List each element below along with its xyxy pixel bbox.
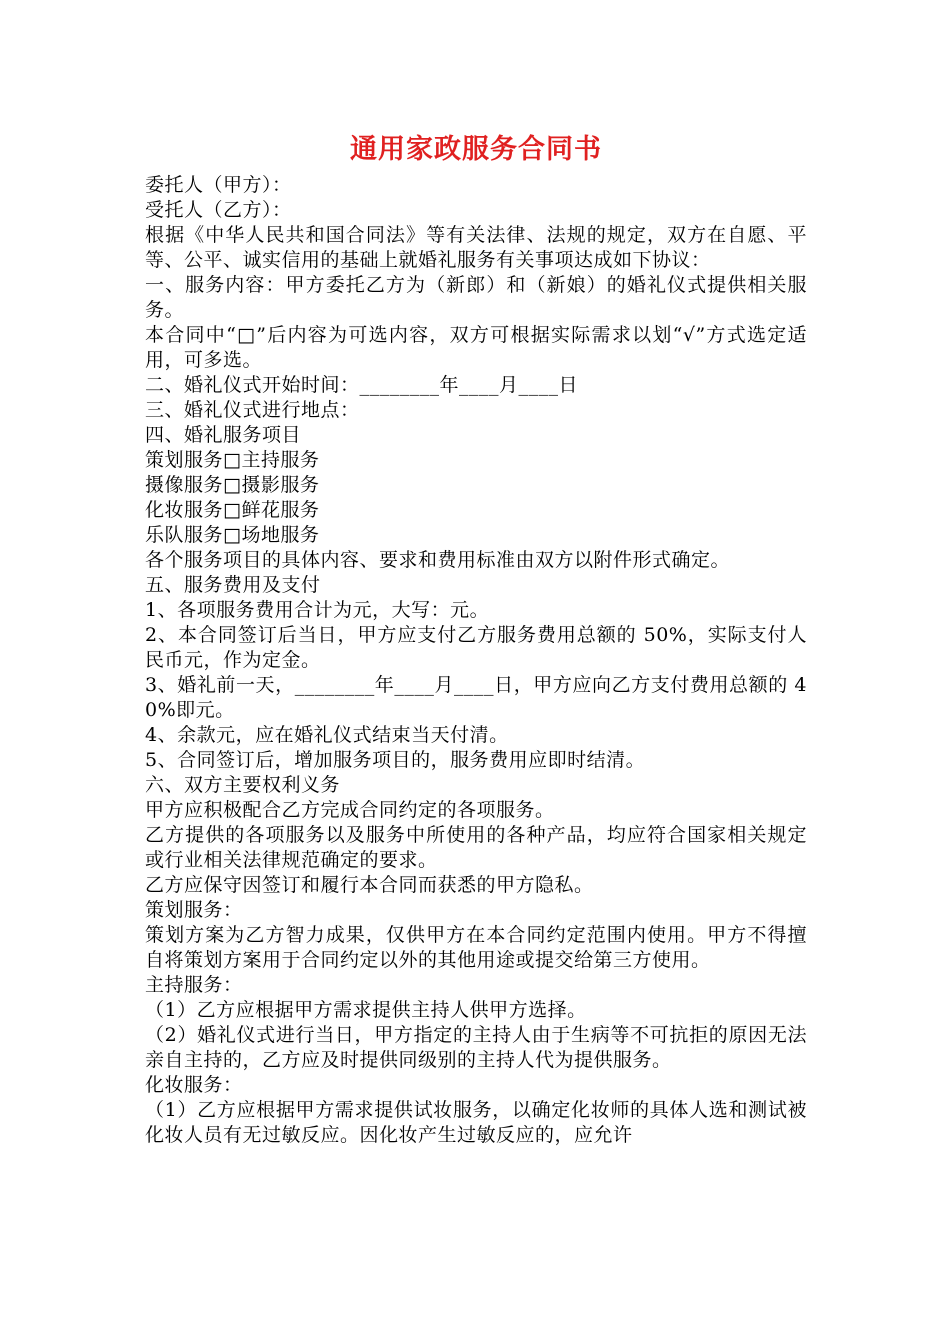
service-option-line: 摄像服务□摄影服务 <box>145 474 320 496</box>
section-ceremony-time: 二、婚礼仪式开始时间：________年____月____日 <box>145 374 579 396</box>
service-option-line: 乐队服务□场地服务 <box>145 524 320 546</box>
optional-content-note: 本合同中“□”后内容为可选内容，双方可根据实际需求以划“√”方式选定适用，可多选。 <box>145 324 807 371</box>
subheading-makeup: 化妆服务： <box>145 1074 243 1096</box>
planning-clause: 策划方案为乙方智力成果，仅供甲方在本合同约定范围内使用。甲方不得擅自将策划方案用于合同约定以外的其他用途或提交给第三方使用。 <box>145 924 807 971</box>
subheading-hosting: 主持服务： <box>145 974 243 996</box>
hosting-clause: （2）婚礼仪式进行当日，甲方指定的主持人由于生病等不可抗拒的原因无法亲自主持的，乙方应及时提供同级别的主持人代为提供服务。 <box>145 1024 807 1071</box>
fee-clause: 1、各项服务费用合计为元，大写：元。 <box>145 599 490 621</box>
party-b-line: 受托人（乙方）： <box>145 199 292 221</box>
obligation-clause: 乙方应保守因签订和履行本合同而获悉的甲方隐私。 <box>145 874 594 896</box>
hosting-clause: （1）乙方应根据甲方需求提供主持人供甲方选择。 <box>145 999 587 1021</box>
document-title: 通用家政服务合同书 <box>350 134 602 165</box>
fee-clause: 5、合同签订后，增加服务项目的，服务费用应即时结清。 <box>145 749 646 771</box>
service-items-note: 各个服务项目的具体内容、要求和费用标准由双方以附件形式确定。 <box>145 549 731 571</box>
makeup-clause: （1）乙方应根据甲方需求提供试妆服务，以确定化妆师的具体人选和测试被化妆人员有无过敏反应。因化妆产生过敏反应的，应允许 <box>145 1099 807 1146</box>
section-fees-payment: 五、服务费用及支付 <box>145 574 321 596</box>
service-option-line: 策划服务□主持服务 <box>145 449 320 471</box>
fee-clause: 4、余款元，应在婚礼仪式结束当天付清。 <box>145 724 509 746</box>
preamble-paragraph: 根据《中华人民共和国合同法》等有关法律、法规的规定，双方在自愿、平等、公平、诚实信用的基础上就婚礼服务有关事项达成如下协议： <box>145 224 807 271</box>
fee-clause: 2、本合同签订后当日，甲方应支付乙方服务费用总额的 50%，实际支付人民币元，作为定金。 <box>145 624 807 671</box>
section-service-content: 一、服务内容：甲方委托乙方为（新郎）和（新娘）的婚礼仪式提供相关服务。 <box>145 274 807 321</box>
subheading-planning: 策划服务： <box>145 899 243 921</box>
obligation-clause: 甲方应积极配合乙方完成合同约定的各项服务。 <box>145 799 555 821</box>
section-service-items: 四、婚礼服务项目 <box>145 424 302 446</box>
section-ceremony-location: 三、婚礼仪式进行地点： <box>145 399 360 421</box>
document-page <box>145 133 807 1148</box>
obligation-clause: 乙方提供的各项服务以及服务中所使用的各种产品，均应符合国家相关规定或行业相关法律规范确定的要求。 <box>145 824 807 871</box>
section-rights-obligations: 六、双方主要权利义务 <box>145 774 341 796</box>
service-option-line: 化妆服务□鲜花服务 <box>145 499 320 521</box>
party-a-line: 委托人（甲方）： <box>145 174 292 196</box>
fee-clause: 3、婚礼前一天，________年____月____日，甲方应向乙方支付费用总额的 40%即元。 <box>145 674 807 721</box>
